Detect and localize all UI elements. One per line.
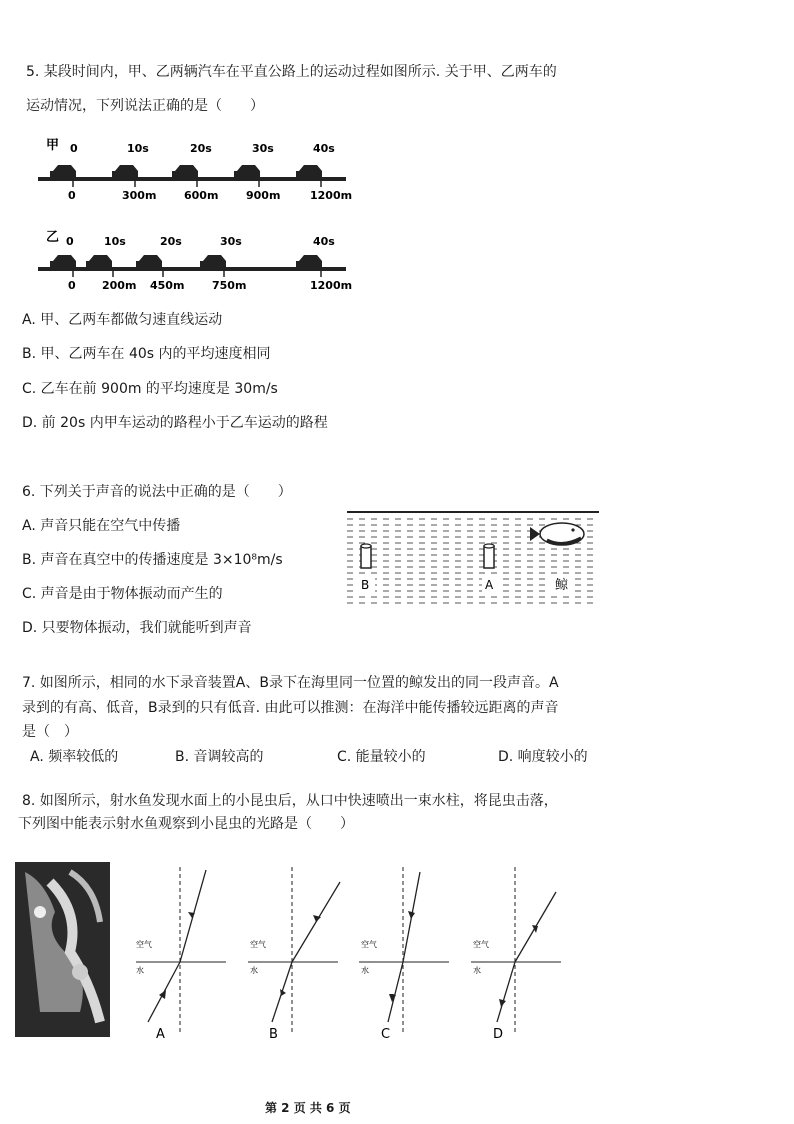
- jia-road: [38, 177, 346, 181]
- q7-stem-line2: 录到的有高、低音，B录到的只有低音. 由此可以推测：在海洋中能传播较远距离的声音: [22, 700, 559, 716]
- q7-option-c: C. 能量较小的: [337, 749, 426, 765]
- yi-time-4: 40s: [313, 235, 335, 248]
- jia-time-1: 10s: [127, 142, 149, 155]
- diagram-a-water: 水: [136, 966, 144, 975]
- jia-time-4: 40s: [313, 142, 335, 155]
- car-icon: [112, 165, 138, 177]
- diagram-c: [359, 867, 449, 1042]
- yi-dist-0: 0: [68, 279, 76, 292]
- diagram-d-air: 空气: [473, 940, 489, 949]
- yi-time-3: 30s: [220, 235, 242, 248]
- q5-option-c: C. 乙车在前 900m 的平均速度是 30m/s: [22, 381, 278, 397]
- q5-stem-line2: 运动情况，下列说法正确的是（ ）: [26, 98, 264, 114]
- recorder-a-label: A: [485, 578, 494, 592]
- q5-option-a: A. 甲、乙两车都做匀速直线运动: [22, 312, 223, 328]
- car-icon: [200, 255, 226, 267]
- yi-cars: [50, 255, 322, 267]
- diagram-d: [471, 867, 561, 1042]
- diagram-b-label: B: [269, 1027, 278, 1042]
- jia-dist-2: 600m: [184, 189, 219, 202]
- yi-dist-2: 450m: [150, 279, 185, 292]
- page-footer: 第 2 页 共 6 页: [265, 1101, 351, 1115]
- jia-time-0: 0: [70, 142, 78, 155]
- recorder-b-label: B: [361, 578, 370, 592]
- jia-dist-0: 0: [68, 189, 76, 202]
- diagram-c-water: 水: [361, 966, 369, 975]
- q5-option-d: D. 前 20s 内甲车运动的路程小于乙车运动的路程: [22, 415, 328, 431]
- jia-cars: [50, 165, 322, 177]
- jia-label: 甲: [46, 138, 60, 153]
- diagram-b: [248, 867, 340, 1042]
- q5-option-b: B. 甲、乙两车在 40s 内的平均速度相同: [22, 346, 271, 362]
- car-icon: [136, 255, 162, 267]
- arrow-icon: [389, 994, 396, 1002]
- q5-stem-line1: 5. 某段时间内，甲、乙两辆汽车在平直公路上的运动过程如图所示. 关于甲、乙两车的: [26, 64, 557, 80]
- recorder-b-icon: [361, 544, 371, 568]
- recorder-a-icon: [484, 544, 494, 568]
- car-icon: [50, 165, 76, 177]
- diagram-d-label: D: [493, 1027, 504, 1042]
- yi-dist-1: 200m: [102, 279, 137, 292]
- q5-car-diagram: [30, 135, 370, 295]
- whale-label: 鲸: [555, 578, 569, 593]
- car-icon: [296, 255, 322, 267]
- jia-dist-4: 1200m: [310, 189, 353, 202]
- q7-stem-line3: 是（ ）: [22, 724, 78, 740]
- q6-stem: 6. 下列关于声音的说法中正确的是（ ）: [22, 484, 292, 500]
- jia-dist-3: 900m: [246, 189, 281, 202]
- diagram-a-air: 空气: [136, 940, 152, 949]
- q7-option-d: D. 响度较小的: [498, 749, 588, 765]
- q6-ocean-figure: [347, 510, 599, 606]
- archerfish-photo: [15, 862, 110, 1037]
- diagram-c-label: C: [381, 1027, 391, 1042]
- car-icon: [234, 165, 260, 177]
- q6-option-c: C. 声音是由于物体振动而产生的: [22, 586, 223, 602]
- jia-dist-1: 300m: [122, 189, 157, 202]
- car-icon: [86, 255, 112, 267]
- q8-stem-line2: 下列图中能表示射水鱼观察到小昆虫的光路是（ ）: [18, 816, 354, 832]
- car-icon: [172, 165, 198, 177]
- diagram-c-air: 空气: [361, 940, 377, 949]
- car-icon: [50, 255, 76, 267]
- diagram-a-label: A: [156, 1027, 165, 1042]
- yi-road: [38, 267, 346, 271]
- diagram-b-water: 水: [250, 966, 258, 975]
- arrow-icon: [159, 990, 166, 999]
- yi-label: 乙: [46, 230, 60, 245]
- q8-stem-line1: 8. 如图所示，射水鱼发现水面上的小昆虫后，从口中快速喷出一束水柱，将昆虫击落，: [22, 793, 558, 809]
- diagram-b-air: 空气: [250, 940, 266, 949]
- q6-option-b: B. 声音在真空中的传播速度是 3×10⁸m/s: [22, 552, 283, 568]
- q6-option-d: D. 只要物体振动，我们就能听到声音: [22, 620, 252, 636]
- q7-option-a: A. 频率较低的: [30, 749, 119, 765]
- yi-dist-4: 1200m: [310, 279, 353, 292]
- diagram-d-water: 水: [473, 966, 481, 975]
- q7-option-b: B. 音调较高的: [175, 749, 264, 765]
- car-icon: [296, 165, 322, 177]
- jia-time-3: 30s: [252, 142, 274, 155]
- q6-option-a: A. 声音只能在空气中传播: [22, 518, 181, 534]
- diagram-a: [136, 867, 226, 1042]
- yi-dist-3: 750m: [212, 279, 247, 292]
- arrow-icon: [408, 911, 415, 919]
- jia-time-2: 20s: [190, 142, 212, 155]
- yi-time-2: 20s: [160, 235, 182, 248]
- yi-time-1: 10s: [104, 235, 126, 248]
- q8-figure: [10, 852, 590, 1052]
- yi-time-0: 0: [66, 235, 74, 248]
- q7-stem-line1: 7. 如图所示，相同的水下录音装置A、B录下在海里同一位置的鲸发出的同一段声音。A: [22, 675, 559, 691]
